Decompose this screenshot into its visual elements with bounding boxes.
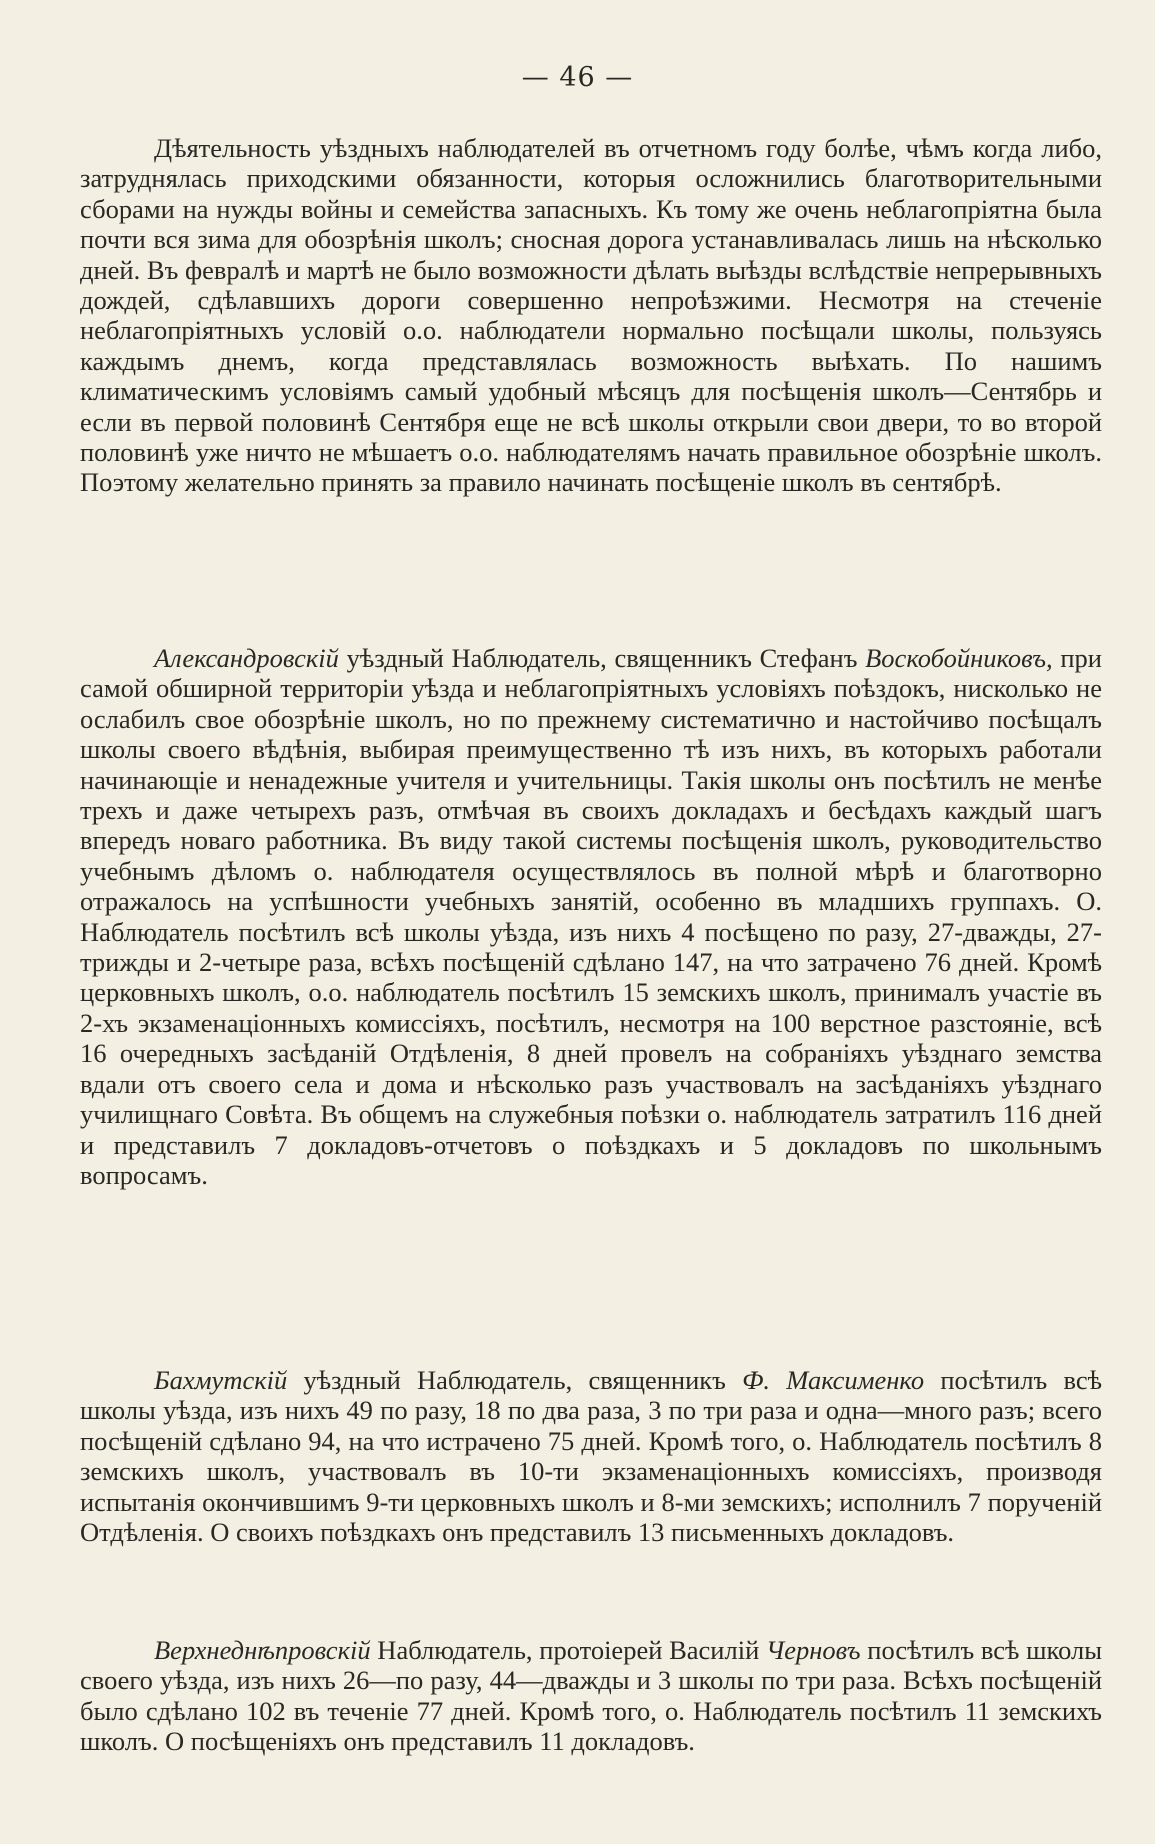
person-name: Ф. Максименко: [742, 1365, 925, 1395]
district-name: Бахмутскій: [154, 1365, 288, 1395]
paragraph-observers-activity: [80, 133, 1102, 498]
district-name: Верхнеднѣпровскій: [154, 1635, 371, 1665]
person-name: Черновъ: [765, 1635, 861, 1665]
paragraph-text: Дѣятельность уѣздныхъ наблюдателей въ отчетномъ году болѣе, чѣмъ когда либо, затруднялась приходскими обязанности, которыя осложнились благотворительными сборами на нужды войны и семейства запасныхъ. Къ тому же очень неблагопріятна была почти вся зима для обозрѣнія школъ; сносная дорога устанавливалась лишь на нѣсколько дней. Въ февралѣ и мартѣ не было возможности дѣлать выѣзды вслѣдствіе непрерывныхъ дождей, сдѣлавшихъ дороги совершенно непроѣзжими. Несмотря на стеченіе неблагопріятныхъ условій о.о. наблюдатели нормально посѣщали школы, пользуясь каждымъ днемъ, когда представлялась возможность выѣхать. По нашимъ климатическимъ условіямъ самый удобный мѣсяцъ для посѣщенія школъ—Сентябрь и если въ первой половинѣ Сентября еще не всѣ школы открыли свои двери, то во второй половинѣ уже ничто не мѣшаетъ о.о. наблюдателямъ начать правильное обозрѣніе школъ. Поэтому желательно принять за правило начинать посѣщеніе школъ въ сентябрѣ.: [80, 133, 1102, 498]
paragraph-text: при самой обширной территоріи уѣзда и неблагопріятныхъ условіяхъ поѣздокъ, нисколько не ослабилъ свое обозрѣніе школъ, но по прежнему систематично и настойчиво посѣщалъ школы своего вѣдѣнія, выбирая преимущественно тѣ изъ нихъ, въ которыхъ работали начинающіе и ненадежные учителя и учительницы. Такія школы онъ посѣтилъ не менѣе трехъ и даже четырехъ разъ, отмѣчая въ своихъ докладахъ и бесѣдахъ каждый шагъ впередъ новаго работника. Въ виду такой системы посѣщенія школъ, руководительство учебнымъ дѣломъ о. наблюдателя осуществлялось въ полной мѣрѣ и благотворно отражалось на успѣшности учебныхъ занятій, особенно въ младшихъ группахъ. О. Наблюдатель посѣтилъ всѣ школы уѣзда, изъ нихъ 4 посѣщено по разу, 27-дважды, 27-трижды и 2-четыре раза, всѣхъ посѣщеній сдѣлано 147, на что затрачено 76 дней. Кромѣ церковныхъ школъ, о.о. наблюдатель посѣтилъ 15 земскихъ школъ, принималъ участіе въ 2-хъ экзаменаціонныхъ комиссіяхъ, посѣтилъ, несмотря на 100 верстное разстояніе, всѣ 16 очередныхъ засѣданій Отдѣленія, 8 дней провелъ на собраніяхъ уѣзднаго земства вдали отъ своего села и дома и нѣсколько разъ участвовалъ на засѣданіяхъ уѣзднаго училищнаго Совѣта. Въ общемъ на служебныя поѣзки о. наблюдатель затратилъ 116 дней и представилъ 7 докладовъ-отчетовъ о поѣздкахъ и 5 докладовъ по школьнымъ вопросамъ.: [80, 643, 1102, 1190]
paragraph-text: посѣтилъ всѣ школы уѣзда, изъ нихъ 49 по разу, 18 по два раза, 3 по три раза и одна—много разъ; всего посѣщеній сдѣлано 94, на что истрачено 75 дней. Кромѣ того, о. Наблюдатель посѣтилъ 8 земскихъ школъ, участвовалъ въ 10-ти экзаменаціонныхъ комиссіяхъ, производя испытанія окончившимъ 9-ти церковныхъ школъ и 8-ми земскихъ; исполнилъ 7 порученій Отдѣленія. О своихъ поѣздкахъ онъ представилъ 13 письменныхъ докладовъ.: [80, 1365, 1102, 1548]
person-name: Воскобойниковъ,: [865, 643, 1053, 673]
paragraph-text: уѣздный Наблюдатель, священникъ: [287, 1365, 743, 1395]
paragraph-bakhmutsky: [80, 1365, 1102, 1547]
paragraph-text: Наблюдатель, протоіерей Василій: [370, 1635, 766, 1665]
paragraph-text: уѣздный Наблюдатель, священникъ Стефанъ: [338, 643, 866, 673]
district-name: Александровскій: [154, 643, 339, 673]
paragraph-aleksandrovsky: [80, 643, 1102, 1190]
paragraph-text: посѣтилъ всѣ школы своего уѣзда, изъ нихъ 26—по разу, 44—дважды и 3 школы по три раза. Всѣхъ посѣщеній было сдѣлано 102 въ теченіе 77 дней. Кромѣ того, о. Наблюдатель посѣтилъ 11 земскихъ школъ. О посѣщеніяхъ онъ представилъ 11 докладовъ.: [80, 1635, 1102, 1757]
paragraph-verkhnedneprovsky: [80, 1635, 1102, 1757]
page-number: — 46 —: [521, 62, 634, 93]
